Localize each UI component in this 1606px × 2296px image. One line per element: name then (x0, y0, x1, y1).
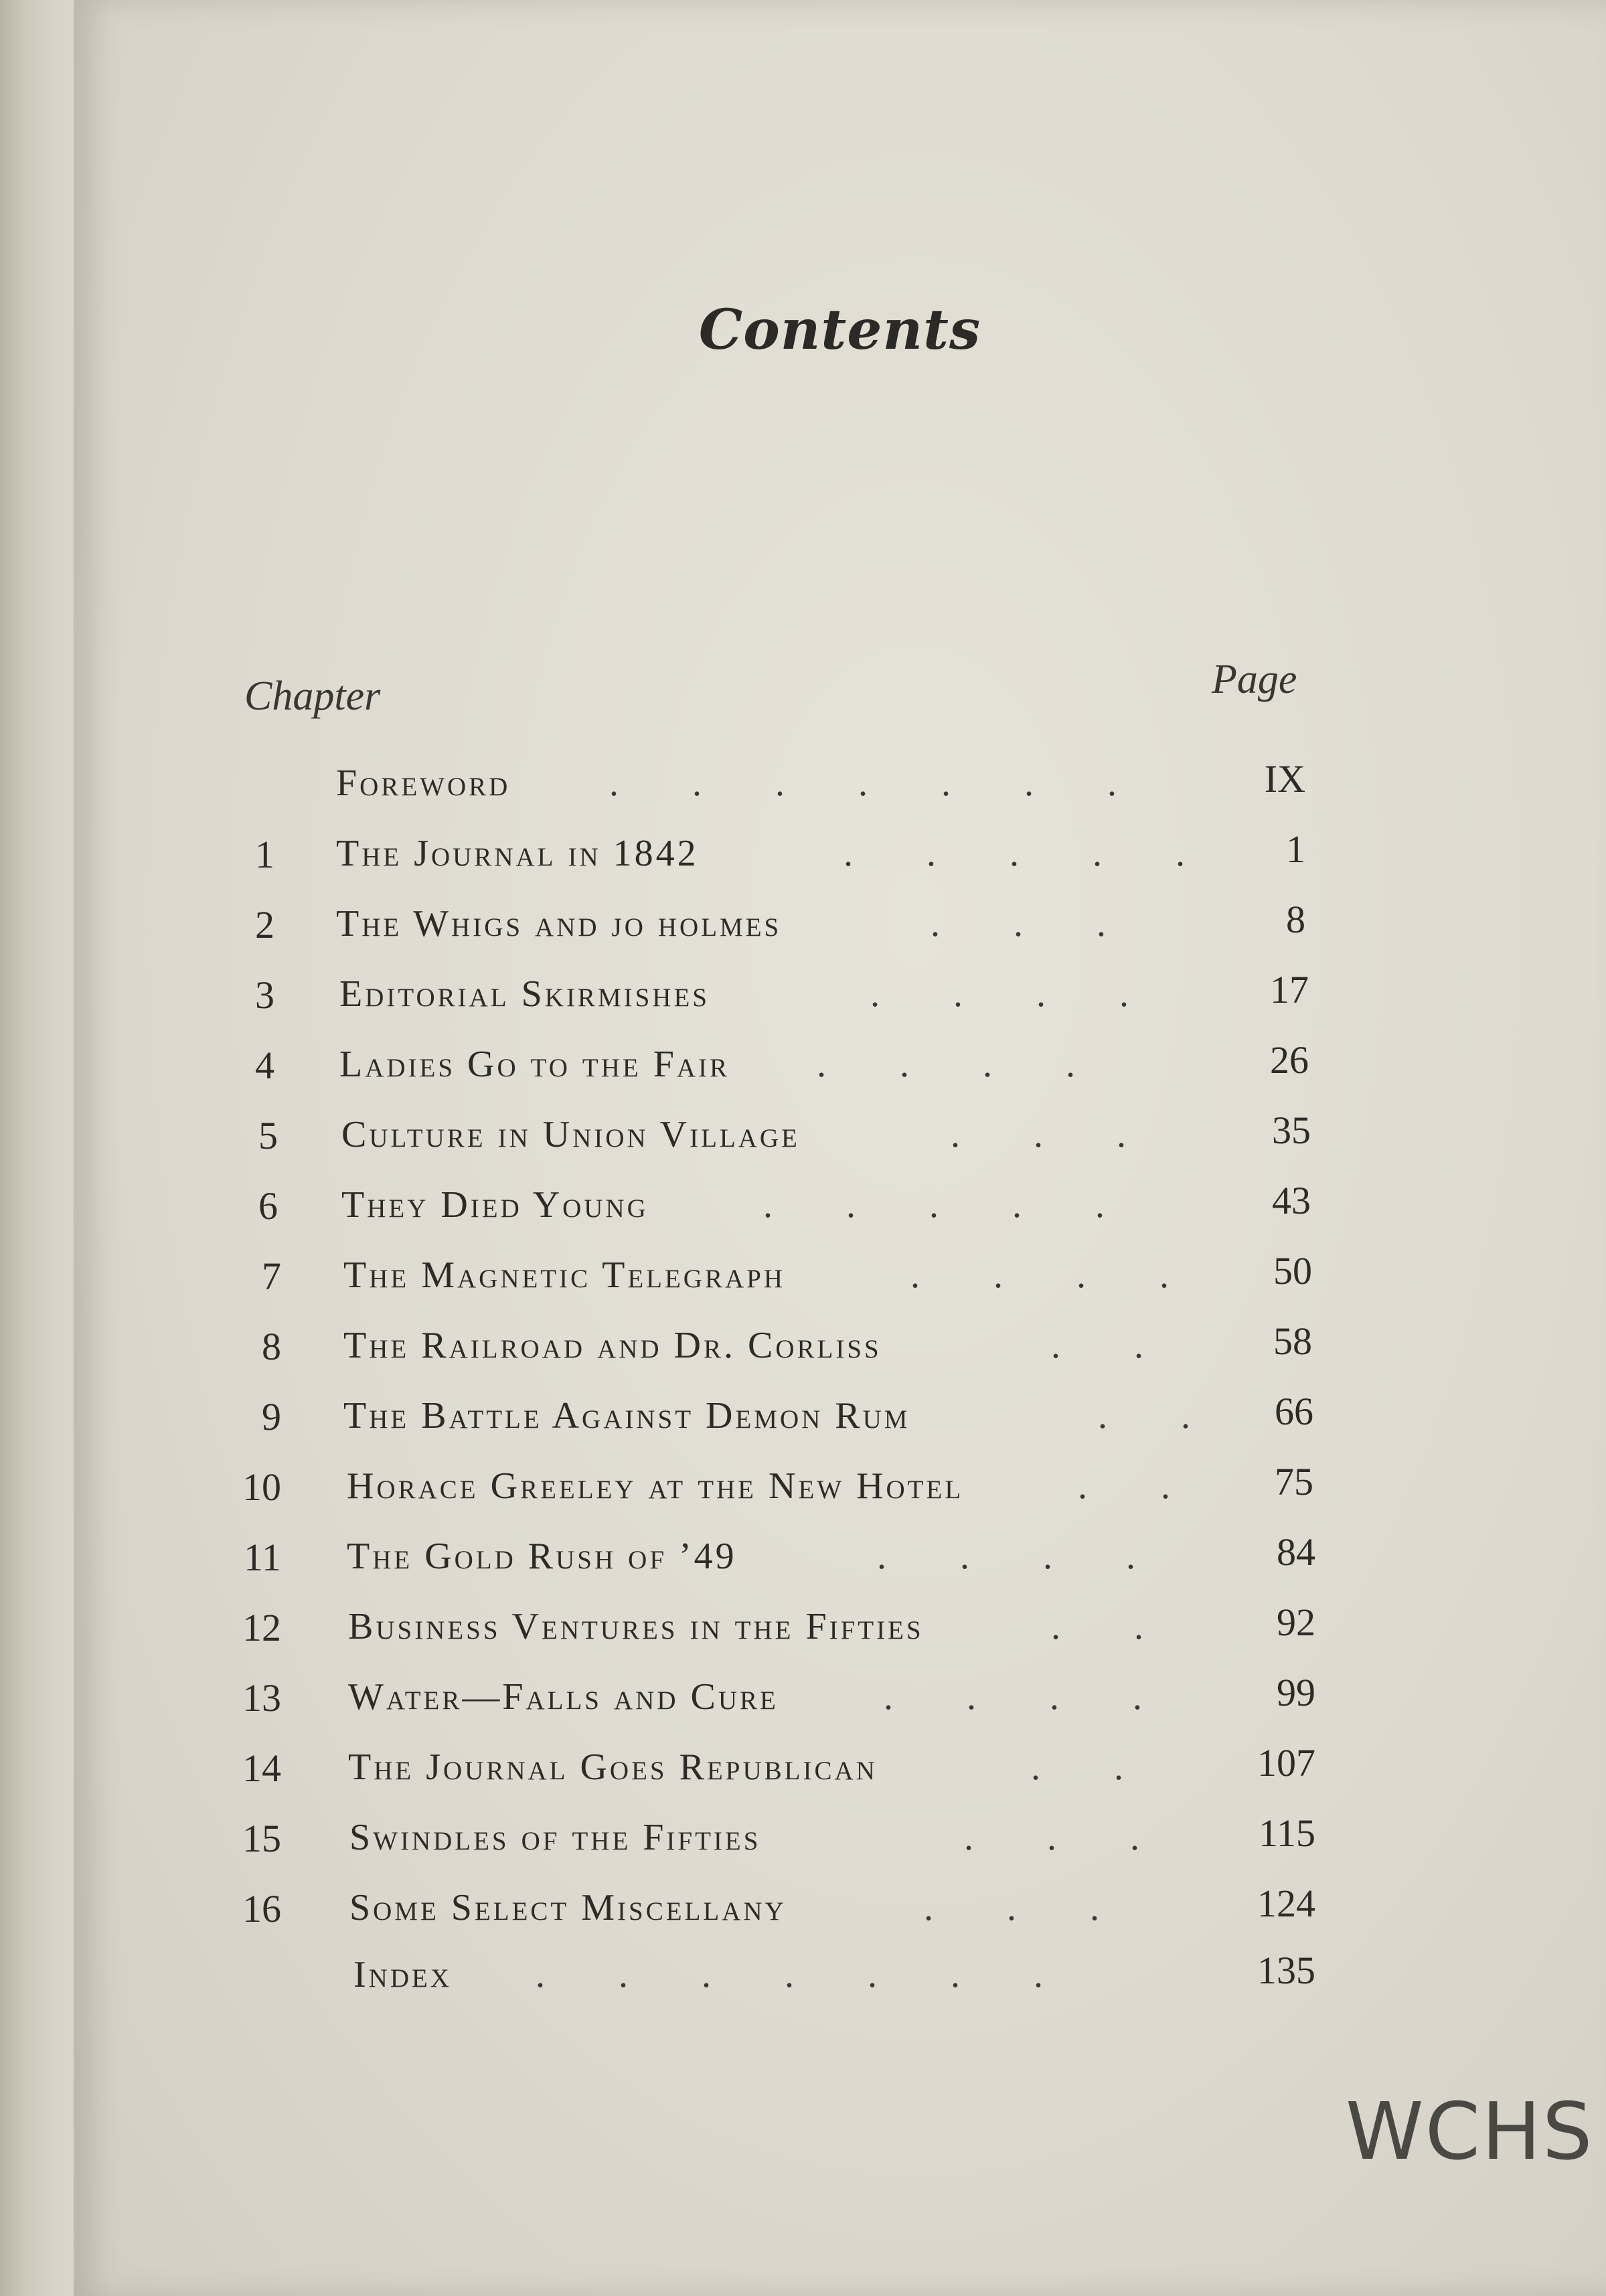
toc-entry (74, 1948, 1606, 2015)
toc-entry (74, 756, 1606, 823)
page-number: 66 (1275, 1390, 1313, 1433)
chapter-title: They Died Young (341, 1184, 649, 1226)
page-number: 84 (1277, 1530, 1315, 1574)
chapter-title: Foreword (336, 762, 511, 804)
chapter-title: Some Select Miscellany (349, 1887, 787, 1929)
chapter-number: 3 (255, 973, 274, 1017)
toc-entry (74, 1459, 1606, 1526)
toc-entry (74, 1530, 1606, 1596)
toc-entry (74, 1600, 1606, 1667)
chapter-title: The Journal Goes Republican (348, 1746, 878, 1788)
book-page (74, 0, 1606, 2296)
chapter-number: 8 (262, 1325, 281, 1368)
chapter-number: 5 (258, 1114, 278, 1157)
chapter-title: Horace Greeley at the New Hotel (347, 1465, 964, 1507)
chapter-title: Business Ventures in the Fifties (348, 1606, 924, 1647)
page-number: 92 (1277, 1601, 1315, 1644)
page-number: 99 (1277, 1671, 1315, 1714)
chapter-number: 12 (242, 1606, 281, 1649)
chapter-number: 6 (258, 1184, 278, 1228)
dot-leader: .. (1051, 1606, 1217, 1647)
page-number: 107 (1257, 1741, 1315, 1785)
dot-leader: ... (951, 1114, 1200, 1155)
page-number: 26 (1270, 1038, 1309, 1082)
dot-leader: ....... (609, 762, 1190, 804)
toc-entry (74, 1248, 1606, 1315)
chapter-column-header: Chapter (244, 673, 381, 719)
chapter-number: 15 (242, 1817, 281, 1860)
toc-entry (74, 967, 1606, 1034)
dot-leader: .... (817, 1044, 1149, 1085)
dot-leader: ... (964, 1817, 1213, 1858)
dot-leader: ... (924, 1887, 1173, 1929)
dot-leader: .. (1031, 1746, 1197, 1788)
chapter-number: 7 (262, 1254, 281, 1298)
page-number: 58 (1273, 1319, 1312, 1363)
dot-leader: ... (931, 903, 1180, 945)
dot-leader: .. (1078, 1465, 1244, 1507)
chapter-title: Swindles of the Fifties (349, 1817, 761, 1858)
dot-leader: .. (1051, 1325, 1217, 1366)
toc-entry (74, 897, 1606, 964)
chapter-title: The Magnetic Telegraph (343, 1254, 785, 1296)
dot-leader: .... (870, 973, 1202, 1015)
toc-entry (74, 1178, 1606, 1245)
chapter-title: The Battle Against Demon Rum (343, 1395, 910, 1437)
page-number: 124 (1257, 1882, 1315, 1925)
chapter-number: 4 (255, 1044, 274, 1087)
chapter-title: The Whigs and jo holmes (336, 903, 782, 945)
toc-entry (74, 1319, 1606, 1386)
page-title: Contents (698, 298, 981, 362)
toc-entry (74, 1811, 1606, 1878)
page-number: 50 (1273, 1249, 1312, 1293)
dot-leader: ..... (844, 833, 1259, 874)
chapter-number: 10 (242, 1465, 281, 1509)
chapter-title: Editorial Skirmishes (339, 973, 710, 1015)
toc-entry (74, 1670, 1606, 1737)
page-column-header: Page (1212, 657, 1297, 702)
chapter-title: The Journal in 1842 (336, 833, 699, 874)
chapter-number: 14 (242, 1746, 281, 1790)
chapter-number: 1 (255, 833, 274, 876)
dot-leader: .. (1098, 1395, 1264, 1437)
page-number: 135 (1257, 1949, 1315, 1992)
toc-entry (74, 1108, 1606, 1175)
toc-entry (74, 1740, 1606, 1807)
dot-leader: .... (910, 1254, 1242, 1296)
chapter-title: Water—Falls and Cure (348, 1676, 779, 1718)
page-number: 75 (1275, 1460, 1313, 1503)
dot-leader: .... (877, 1536, 1209, 1577)
chapter-title: Culture in Union Village (341, 1114, 800, 1155)
chapter-number: 2 (255, 903, 274, 947)
page-number: 35 (1272, 1109, 1311, 1152)
page-number: IX (1264, 757, 1305, 801)
page-number: 8 (1286, 898, 1305, 941)
dot-leader: ..... (763, 1184, 1178, 1226)
page-number: 1 (1286, 827, 1305, 871)
chapter-number: 9 (262, 1395, 281, 1439)
chapter-number: 13 (242, 1676, 281, 1720)
chapter-title: The Railroad and Dr. Corliss (343, 1325, 882, 1366)
watermark: WCHS (1346, 2085, 1594, 2178)
toc-entry (74, 1881, 1606, 1948)
page-number: 115 (1259, 1811, 1315, 1855)
page-number: 43 (1272, 1179, 1311, 1222)
toc-entry (74, 1038, 1606, 1104)
chapter-title: The Gold Rush of ’49 (347, 1536, 737, 1577)
toc-entry (74, 827, 1606, 894)
chapter-number: 16 (242, 1887, 281, 1931)
toc-entry (74, 1389, 1606, 1456)
chapter-title: Ladies Go to the Fair (339, 1044, 730, 1085)
chapter-number: 11 (244, 1536, 281, 1579)
dot-leader: ....... (536, 1954, 1117, 1995)
chapter-title: Index (353, 1954, 452, 1995)
page-number: 17 (1270, 968, 1309, 1011)
dot-leader: .... (884, 1676, 1216, 1718)
